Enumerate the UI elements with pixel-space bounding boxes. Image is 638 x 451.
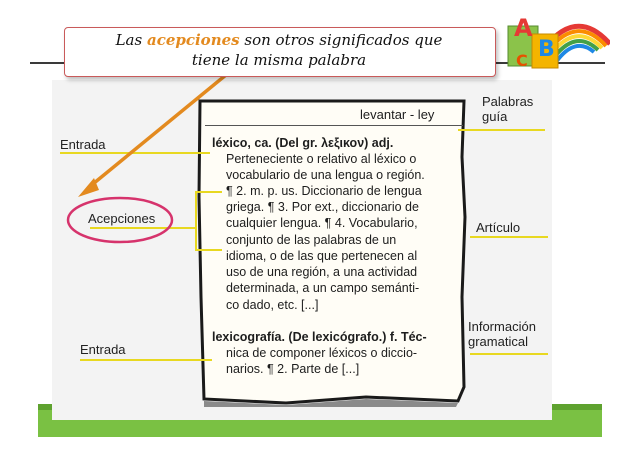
- callout-line-2: tiene la misma palabra: [191, 51, 367, 69]
- dict-line: vocabulario de una lengua o región.: [226, 168, 425, 182]
- label-informacion-gramatical: [468, 319, 536, 349]
- label-entrada-bottom: Entrada: [80, 342, 126, 357]
- dict-line: narios. ¶ 2. Parte de [...]: [226, 362, 360, 376]
- dict-line: ¶ 2. m. p. us. Diccionario de lengua: [226, 184, 422, 198]
- dict-line: conjunto de las palabras de un: [226, 233, 397, 247]
- dict-line: nica de componer léxicos o diccio-: [226, 346, 418, 360]
- label-guia: guía: [482, 109, 508, 124]
- guide-words: levantar - ley: [360, 107, 435, 122]
- callout-line-1: [64, 30, 494, 50]
- callout-prefix: Las: [115, 31, 143, 49]
- logo-letter-a: A: [514, 14, 533, 42]
- callout-suffix: son otros significados que: [244, 31, 443, 49]
- dict-line: uso de una región, a una actividad: [226, 265, 418, 279]
- label-informacion: Información: [468, 319, 536, 334]
- callout-text: [64, 30, 494, 70]
- label-articulo: Artículo: [476, 220, 521, 235]
- dict-line: griega. ¶ 3. Por ext., diccionario de: [226, 200, 419, 214]
- label-entrada-top: Entrada: [60, 137, 106, 152]
- logo-letter-b: B: [538, 37, 555, 62]
- dict-line-entry: léxico, ca. (Del gr. λεξικον) adj.: [212, 136, 394, 150]
- dict-line: co dado, etc. [...]: [226, 298, 319, 312]
- dict-line: cualquier lengua. ¶ 4. Vocabulario,: [226, 216, 418, 230]
- callout-arrow: [88, 70, 232, 188]
- dict-line-entry: lexicografía. (De lexicógrafo.) f. Téc-: [212, 330, 427, 344]
- dict-line: determinada, a un campo semánti-: [226, 281, 420, 295]
- logo-letter-c: C: [516, 51, 528, 70]
- label-palabras: Palabras: [482, 94, 534, 109]
- dict-line: idioma, o de las que pertenecen al: [226, 249, 418, 263]
- callout-highlight: acepciones: [146, 31, 240, 49]
- label-palabras-guia: [482, 94, 533, 124]
- label-acepciones: Acepciones: [88, 211, 156, 226]
- dict-line: Perteneciente o relativo al léxico o: [226, 152, 417, 166]
- label-gramatical: gramatical: [468, 334, 528, 349]
